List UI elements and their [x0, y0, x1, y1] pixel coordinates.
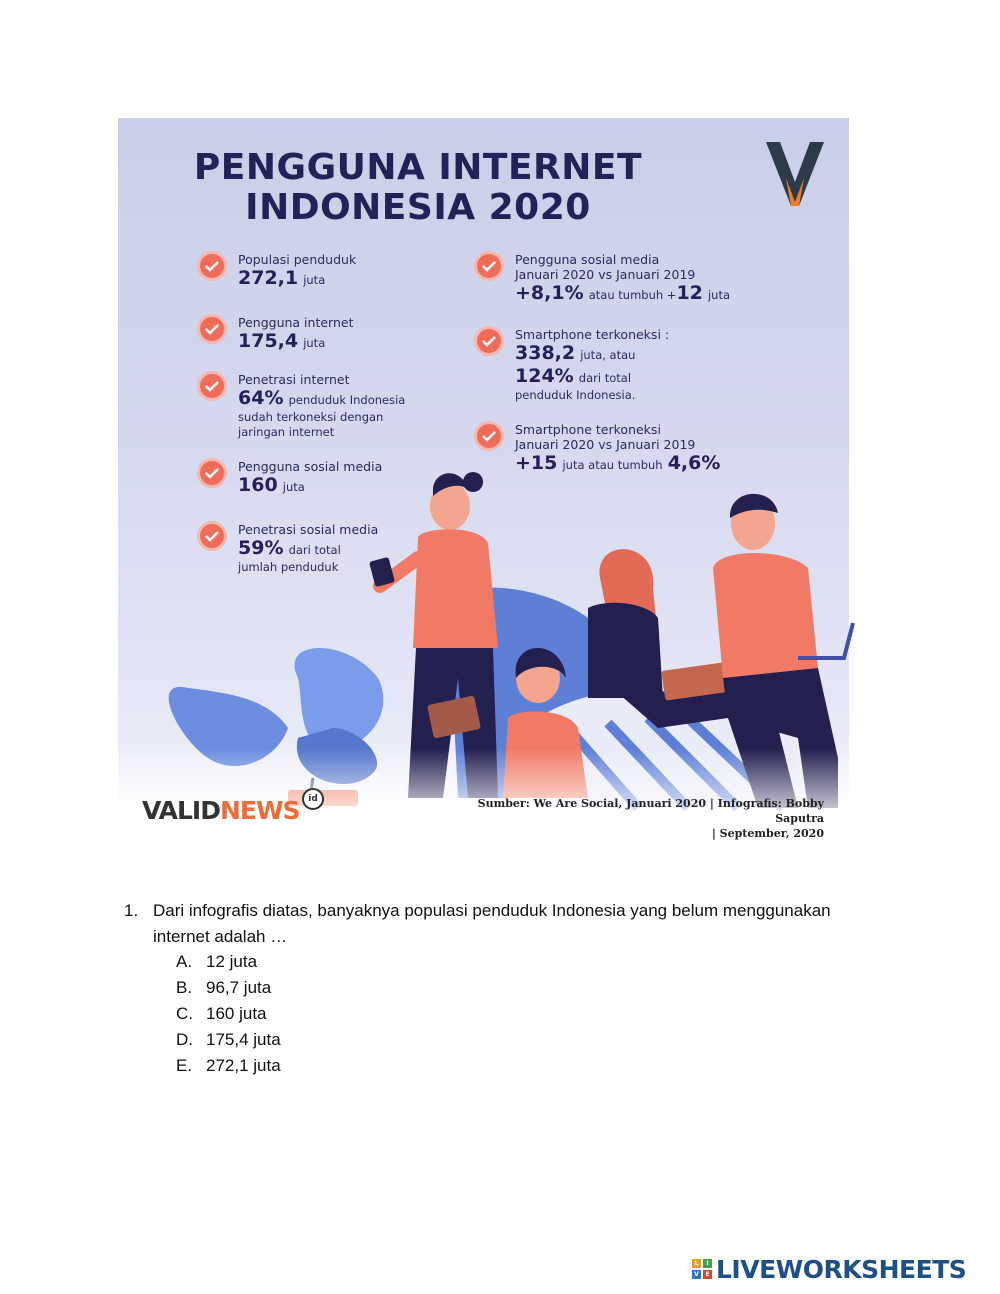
check-icon: [477, 424, 501, 448]
liveworksheets-text: LIVEWORKSHEETS: [716, 1254, 967, 1284]
stat-penetrasi-sosial-media: Penetrasi sosial media 59% dari total jumlah penduduk: [238, 522, 478, 575]
check-icon: [200, 524, 224, 548]
check-icon: [200, 254, 224, 278]
title-line-1: PENGGUNA INTERNET: [193, 147, 643, 188]
liveworksheets-blocks-icon: L I V E: [692, 1259, 712, 1279]
liveworksheets-logo: [692, 1254, 966, 1284]
question-number: 1.: [124, 901, 139, 920]
stat-smartphone: Smartphone terkoneksi : 338,2 juta, atau 124% dari total penduduk Indonesia.: [515, 327, 755, 403]
stat-smartphone-growth: Smartphone terkoneksi Januari 2020 vs Januari 2019 +15 juta atau tumbuh 4,6%: [515, 422, 775, 475]
title-line-2: INDONESIA 2020: [245, 187, 591, 228]
source-credit: Sumber: We Are Social, Januari 2020 | Infografis: Bobby Saputra | September, 2020: [477, 797, 824, 840]
stat-pengguna-internet: Pengguna internet 175,4 juta: [238, 315, 478, 353]
infographic-title: [118, 148, 718, 228]
answer-options: [176, 949, 281, 1079]
infographic-image: [118, 118, 849, 840]
v-logo-icon: [766, 142, 824, 214]
option-b[interactable]: B. 96,7 juta: [176, 978, 272, 997]
question-text: Dari infografis diatas, banyaknya populasi penduduk Indonesia yang belum menggunakan internet adalah …: [153, 901, 831, 946]
check-icon: [200, 317, 224, 341]
option-a[interactable]: A. 12 juta: [176, 952, 258, 971]
stat-penetrasi-internet: Penetrasi internet 64% penduduk Indonesia sudah terkoneksi dengan jaringan internet: [238, 372, 478, 440]
option-e[interactable]: E. 272,1 juta: [176, 1056, 281, 1075]
validnews-logo: VALIDNEWS id: [142, 796, 300, 825]
check-icon: [200, 374, 224, 398]
check-icon: [200, 461, 224, 485]
stat-populasi: Populasi penduduk 272,1 juta: [238, 252, 478, 290]
check-icon: [477, 329, 501, 353]
stat-pengguna-sosial-media: Pengguna sosial media 160 juta: [238, 459, 478, 497]
option-c[interactable]: C. 160 juta: [176, 1004, 267, 1023]
option-d[interactable]: D. 175,4 juta: [176, 1030, 281, 1049]
stat-sosial-media-growth: Pengguna sosial media Januari 2020 vs Januari 2019 +8,1% atau tumbuh +12 juta: [515, 252, 775, 305]
check-icon: [477, 254, 501, 278]
